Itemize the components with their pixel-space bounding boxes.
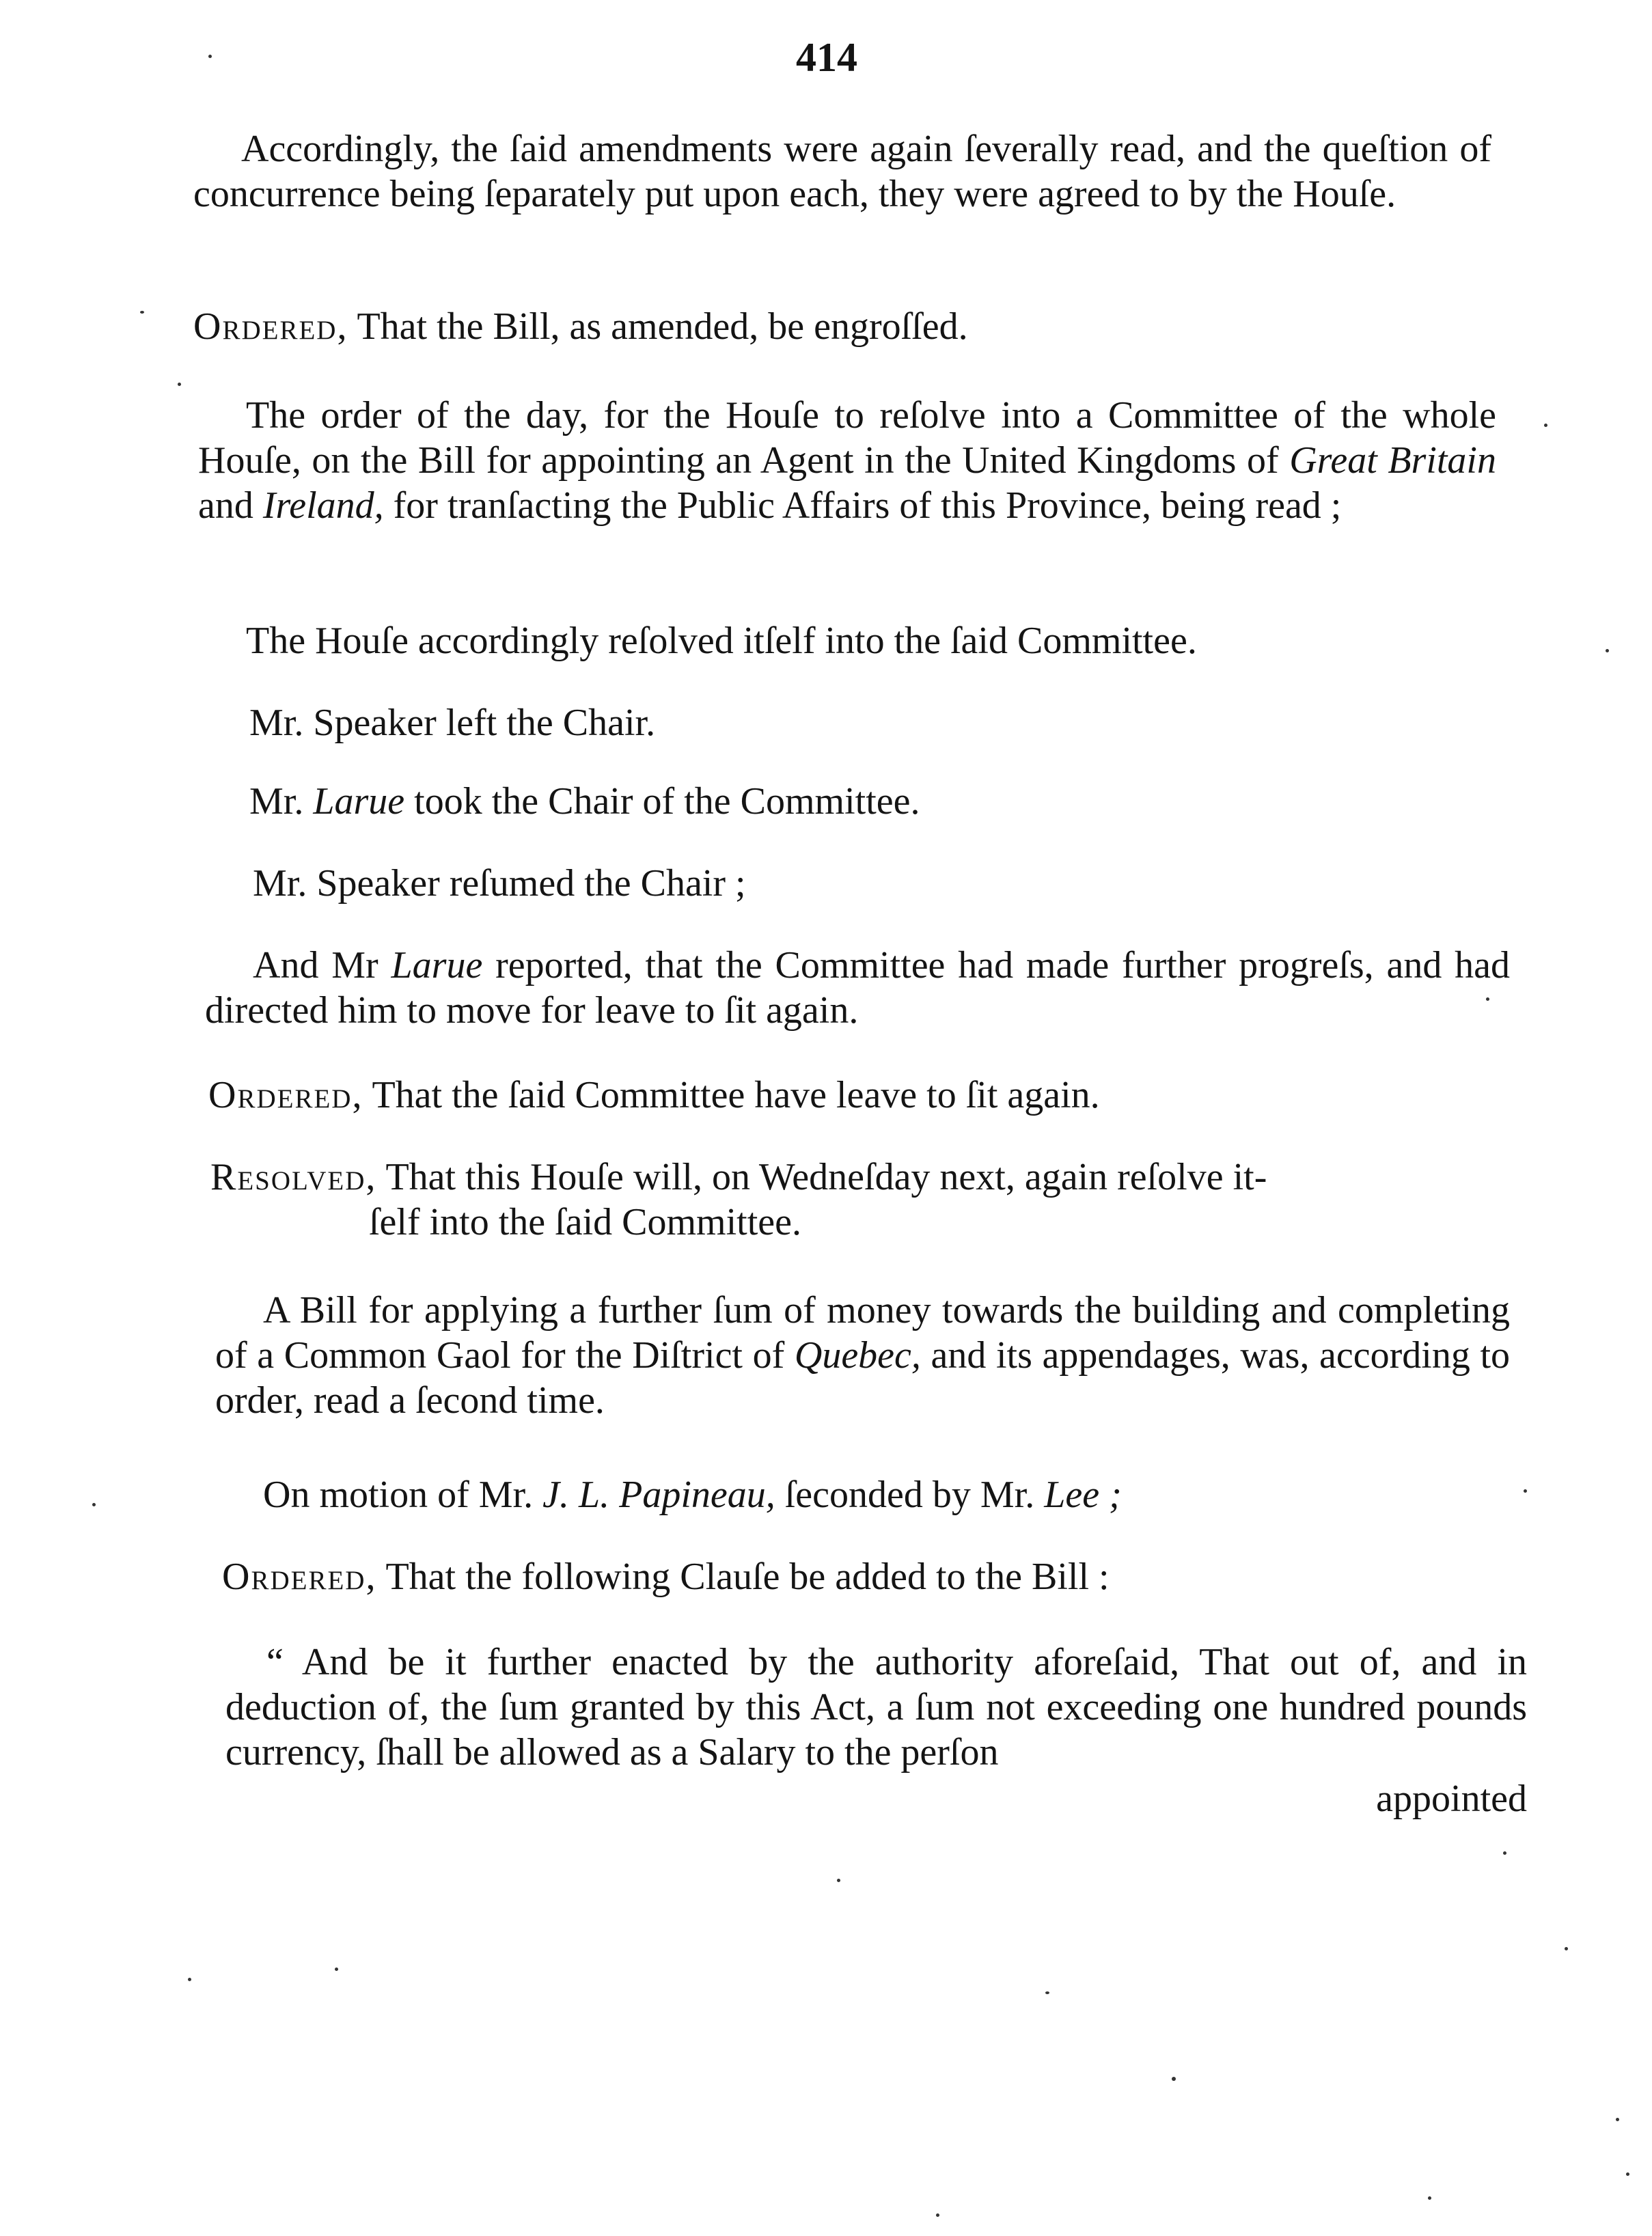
scan-speck	[1616, 2118, 1619, 2121]
chair-text: took the Chair of the Committee.	[414, 780, 920, 823]
ordered-text: That the ſaid Committee have leave to ſit again.	[372, 1074, 1100, 1116]
paragraph-motion	[263, 1472, 1122, 1517]
paragraph-ordered-clause	[222, 1554, 1110, 1599]
papineau-italic: J. L. Papineau,	[542, 1474, 775, 1516]
paragraph-clause: “ And be it further enacted by the authority aforeſaid, That out of, and in deduction of, the ſum granted by this Act, a ſum not exceeding one hundred pounds currency, ſhall be allowed as a Salary to the perſon	[225, 1641, 1527, 1773]
scan-speck	[1626, 2172, 1629, 2176]
scan-speck	[1503, 1851, 1506, 1855]
scan-speck	[1565, 1947, 1568, 1950]
scan-speck	[936, 2213, 939, 2217]
page-number: 414	[796, 35, 857, 80]
paragraph-appointed: appointed	[1376, 1778, 1527, 1820]
ordered-label: Ordered,	[193, 305, 348, 348]
ireland-italic: Ireland,	[262, 484, 384, 527]
paragraph-larue-chair	[249, 779, 920, 824]
paragraph-order-of-day	[198, 393, 1496, 528]
scan-speck	[1172, 2077, 1176, 2081]
scan-speck	[92, 1503, 96, 1506]
paragraph-amendments: Accordingly, the ſaid amendments were again ſeverally read, and the queſtion of concurrence being ſeparately put upon each, they were agreed to by the Houſe.	[193, 128, 1491, 215]
paragraph-speaker-left: Mr. Speaker left the Chair.	[249, 702, 656, 744]
paragraph-gaol-bill	[215, 1288, 1510, 1423]
larue-italic: Larue	[313, 780, 405, 823]
scan-speck	[1524, 1489, 1527, 1493]
order-text-and: and	[198, 484, 253, 527]
ordered-text: That the following Clauſe be added to the Bill :	[385, 1556, 1110, 1598]
order-text-end: for tranſacting the Public Affairs of this Province, being read ;	[393, 484, 1342, 527]
scan-speck	[335, 1968, 338, 1971]
ordered-label: Ordered,	[222, 1556, 377, 1598]
scan-speck	[208, 55, 212, 58]
scan-speck	[178, 383, 181, 386]
scan-speck	[837, 1879, 840, 1882]
paragraph-larue-reported	[205, 943, 1510, 1033]
paragraph-house-resolved: The Houſe accordingly reſolved itſelf into the ſaid Committee.	[246, 620, 1197, 662]
order-text-part: The order of the day, for the Houſe to reſolve into a Committee of the whole Houſe, on the Bill for appointing an Agent in the United Kingdoms of	[198, 394, 1496, 482]
ordered-text: That the Bill, as amended, be engroſſed.	[357, 305, 968, 348]
paragraph-ordered-leave	[208, 1073, 1100, 1118]
scan-speck	[1606, 649, 1609, 652]
paragraph-resolved-continued: ſelf into the ſaid Committee.	[369, 1201, 801, 1243]
paragraph-resolved	[210, 1155, 1267, 1200]
scan-speck	[1428, 2196, 1431, 2200]
scan-speck	[188, 1978, 191, 1981]
ordered-label: Ordered,	[208, 1074, 363, 1116]
gaol-text: A Bill for applying a further ſum of money towards the building and completing of a Common Gaol for the Diſtrict of	[215, 1289, 1510, 1377]
paragraph-speaker-resumed: Mr. Speaker reſumed the Chair ;	[253, 862, 746, 905]
great-britain-italic: Great Britain	[1289, 439, 1496, 482]
scan-speck	[1045, 1991, 1049, 1994]
lee-italic: Lee ;	[1044, 1474, 1122, 1516]
scan-speck	[1486, 997, 1489, 1001]
reported-text: reported, that the Committee had made further progreſs, and had directed him to move for leave to ſit again.	[205, 944, 1511, 1032]
resolved-label: Resolved,	[210, 1156, 377, 1198]
scan-speck	[1544, 424, 1547, 427]
motion-text: On motion of Mr.	[263, 1474, 534, 1516]
seconded-text: ſeconded by Mr.	[784, 1474, 1035, 1516]
mr-text: Mr.	[249, 780, 304, 823]
resolved-text-line1: That this Houſe will, on Wedneſday next, again reſolve it-	[385, 1156, 1267, 1198]
scan-speck	[140, 311, 144, 314]
larue-italic: Larue	[391, 944, 483, 986]
paragraph-ordered-engrossed	[193, 304, 968, 349]
and-mr-text: And Mr	[253, 944, 378, 986]
quebec-italic: Quebec,	[794, 1334, 921, 1377]
gaol-text-end: and its appendages, was, according to order, read a ſecond time.	[215, 1334, 1511, 1422]
